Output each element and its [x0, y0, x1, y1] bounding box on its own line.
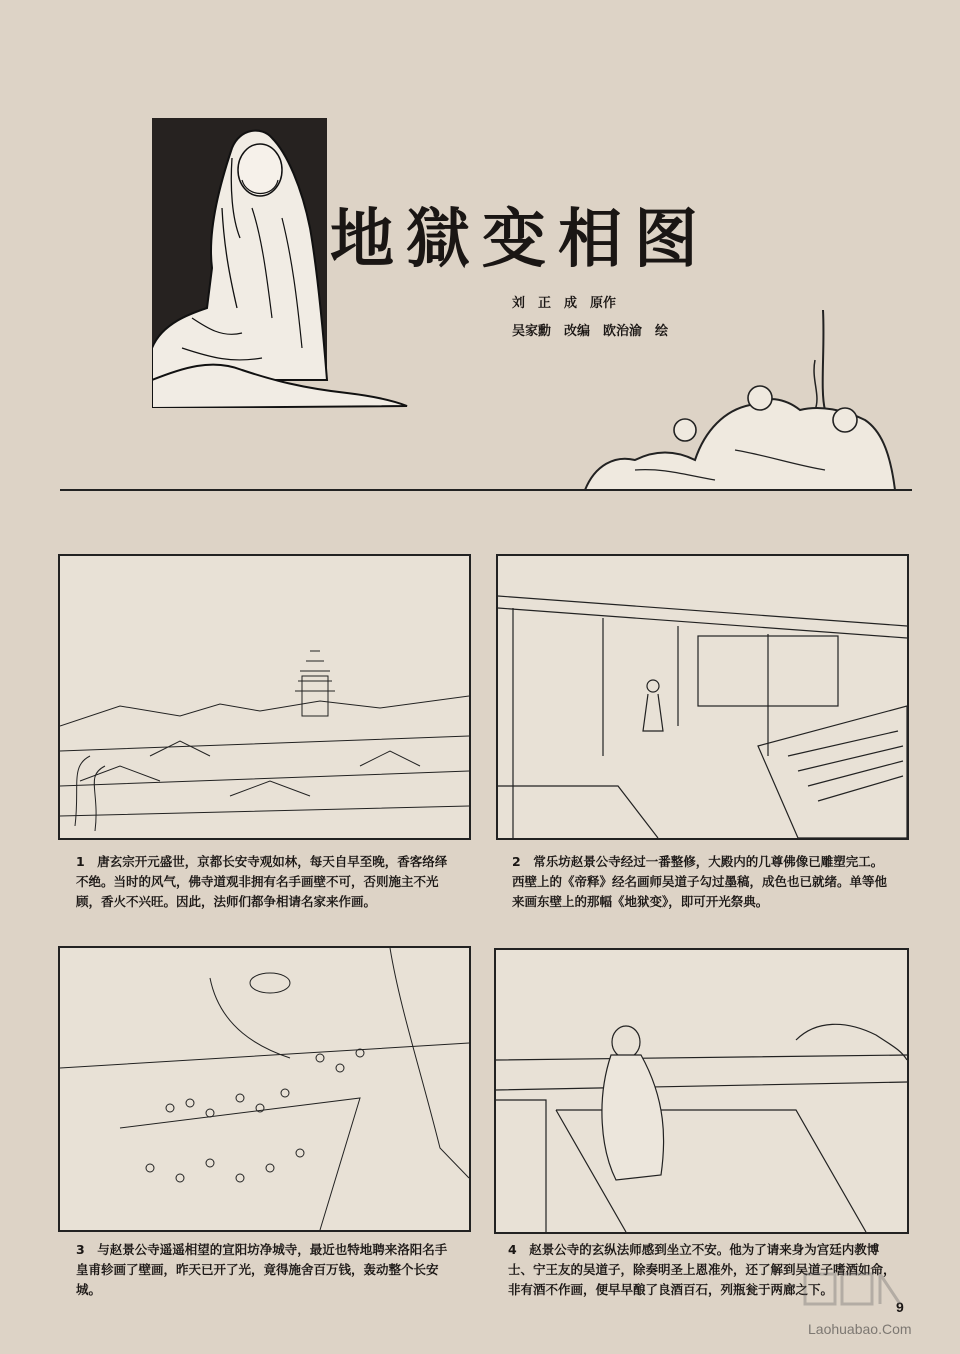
panel-1-caption: 1 唐玄宗开元盛世，京都长安寺观如林，每天自早至晚，香客络绎不绝。当时的风气，佛寺道观非拥有名手画壁不可，否则施主不光顾，香火不兴旺。因此，法师们都争相请名家来作画。 — [76, 854, 448, 909]
credit-adapter-illustrator: 吴家勳 改编 欧治渝 绘 — [512, 324, 669, 339]
credit-author: 刘 正 成 原作 — [512, 296, 617, 311]
panel-4-caption: 4 赵景公寺的玄纵法师感到坐立不安。他为了请来身为宫廷内教博士、宁王友的吴道子，除奏明圣上恩准外，还了解到吴道子嗜酒如命，非有酒不作画，便早早酿了良酒百石，列瓶瓮于两廊之下。 — [508, 1242, 896, 1297]
panel-2-temple-hall — [496, 554, 909, 840]
header-divider — [60, 489, 912, 491]
panel-3-caption: 3 与赵景公寺遥遥相望的宣阳坊净城寺，最近也特地聘来洛阳名手皇甫轸画了壁画，昨天已开了光，竟得施舍百万钱，轰动整个长安城。 — [76, 1242, 448, 1297]
story-title: 地獄变相图 — [330, 202, 710, 277]
page-number: 9 — [896, 1299, 904, 1315]
panel-4-abbot-on-terrace — [494, 948, 909, 1234]
watermark-text: Laohuabao.Com — [808, 1321, 912, 1337]
panel-3-crowd-at-temple — [58, 946, 471, 1232]
watermark-logo-icon — [800, 1264, 910, 1314]
monk-portrait-illustration — [152, 118, 327, 380]
monks-illustration — [575, 270, 905, 500]
panel-1-city-view — [58, 554, 471, 840]
panel-2-caption: 2 常乐坊赵景公寺经过一番整修，大殿内的几尊佛像已雕塑完工。西壁上的《帝释》经名画师吴道子勾过墨稿，成色也已就绪。单等他来画东壁上的那幅《地狱变》，即可开光祭典。 — [512, 854, 888, 909]
